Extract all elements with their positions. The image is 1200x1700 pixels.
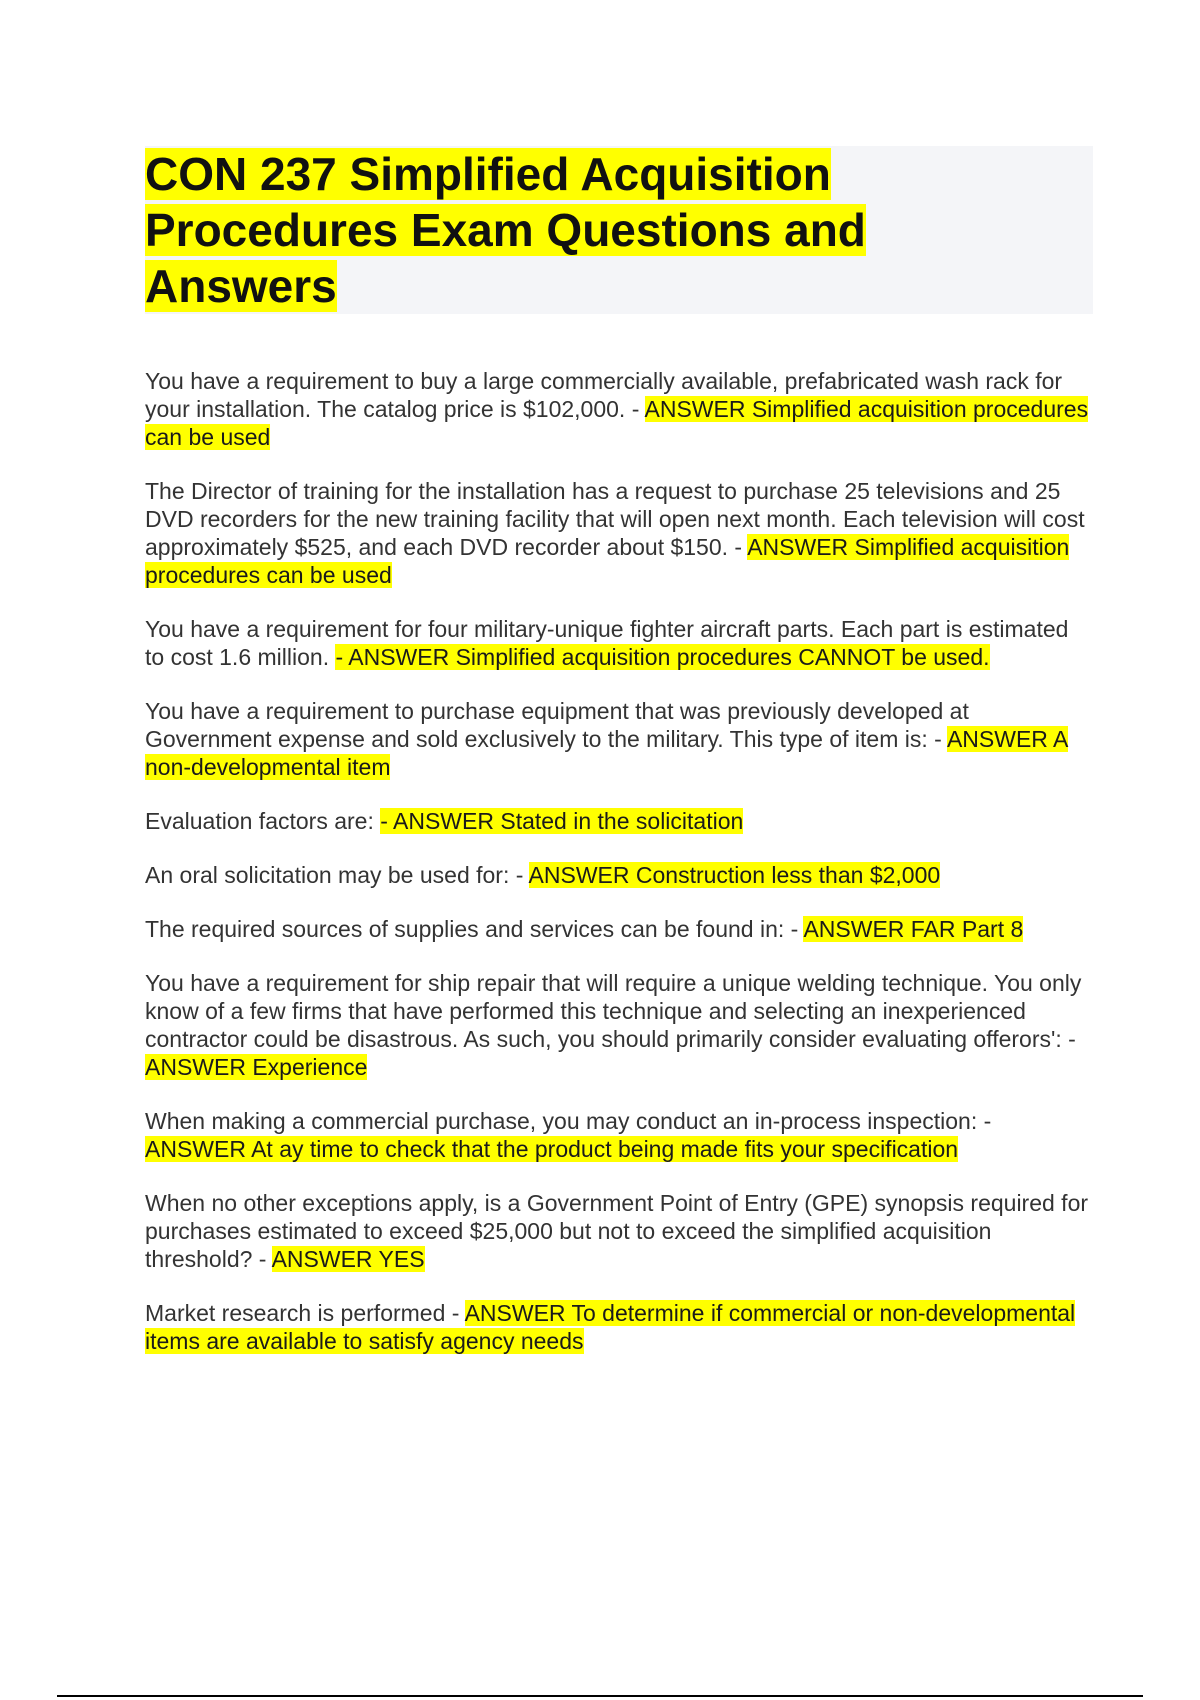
- answer-highlight: ANSWER YES: [271, 1246, 425, 1272]
- answer-highlight: ANSWER Simplified acquisition procedures can be used: [145, 534, 1070, 588]
- qa-item: [145, 697, 1090, 781]
- qa-item: [145, 1299, 1090, 1355]
- answer-highlight: ANSWER Construction less than $2,000: [528, 862, 941, 888]
- question-text: An oral solicitation may be used for: -: [145, 862, 529, 888]
- question-text: You have a requirement for four military-unique fighter aircraft parts. Each part is estimated to cost 1.6 million.: [145, 616, 1069, 670]
- qa-item: [145, 1189, 1090, 1273]
- answer-highlight: ANSWER Simplified acquisition procedures can be used: [145, 396, 1089, 450]
- question-text: You have a requirement to purchase equipment that was previously developed at Government expense and sold exclusively to the military. This type of item is: -: [145, 698, 969, 752]
- qa-item: [145, 1107, 1090, 1163]
- answer-highlight: ANSWER FAR Part 8: [803, 916, 1024, 942]
- qa-item: [145, 807, 1090, 835]
- question-text: Evaluation factors are:: [145, 808, 381, 834]
- question-text: When no other exceptions apply, is a Government Point of Entry (GPE) synopsis required for purchases estimated to exceed $25,000 but not to exceed the simplified acquisition threshold? -: [145, 1190, 1089, 1272]
- answer-highlight: ANSWER To determine if commercial or non-developmental items are available to satisfy agency needs: [145, 1300, 1076, 1354]
- question-text: The Director of training for the installation has a request to purchase 25 televisions and 25 DVD recorders for the new training facility that will open next month. Each television will cost approximately $525, and each DVD recorder about $150. -: [145, 478, 1085, 560]
- question-text: When making a commercial purchase, you may conduct an in-process inspection: -: [145, 1108, 992, 1134]
- qa-item: [145, 477, 1090, 589]
- title-block: [145, 146, 1093, 314]
- answer-highlight: ANSWER At ay time to check that the product being made fits your specification: [145, 1136, 959, 1162]
- qa-item: [145, 861, 1090, 889]
- qa-item: [145, 915, 1090, 943]
- title-highlight: CON 237 Simplified Acquisition Procedures Exam Questions and Answers: [145, 148, 866, 312]
- answer-highlight: ANSWER A non-developmental item: [145, 726, 1069, 780]
- answer-highlight: - ANSWER Simplified acquisition procedures CANNOT be used.: [335, 644, 990, 670]
- question-text: You have a requirement to buy a large commercially available, prefabricated wash rack for your installation. The catalog price is $102,000. -: [145, 368, 1063, 422]
- footer-divider: [57, 1695, 1143, 1697]
- qa-item: [145, 367, 1090, 451]
- answer-highlight: ANSWER Experience: [145, 1054, 368, 1080]
- qa-item: [145, 615, 1090, 671]
- question-text: You have a requirement for ship repair that will require a unique welding technique. You only know of a few firms that have performed this technique and selecting an inexperienced contractor could be disastrous. As such, you should primarily consider evaluating offerors': -: [145, 970, 1082, 1052]
- question-text: Market research is performed -: [145, 1300, 465, 1326]
- document-title: [145, 146, 935, 314]
- answer-highlight: - ANSWER Stated in the solicitation: [380, 808, 744, 834]
- qa-list: [145, 367, 1090, 1381]
- question-text: The required sources of supplies and services can be found in: -: [145, 916, 804, 942]
- qa-item: [145, 969, 1090, 1081]
